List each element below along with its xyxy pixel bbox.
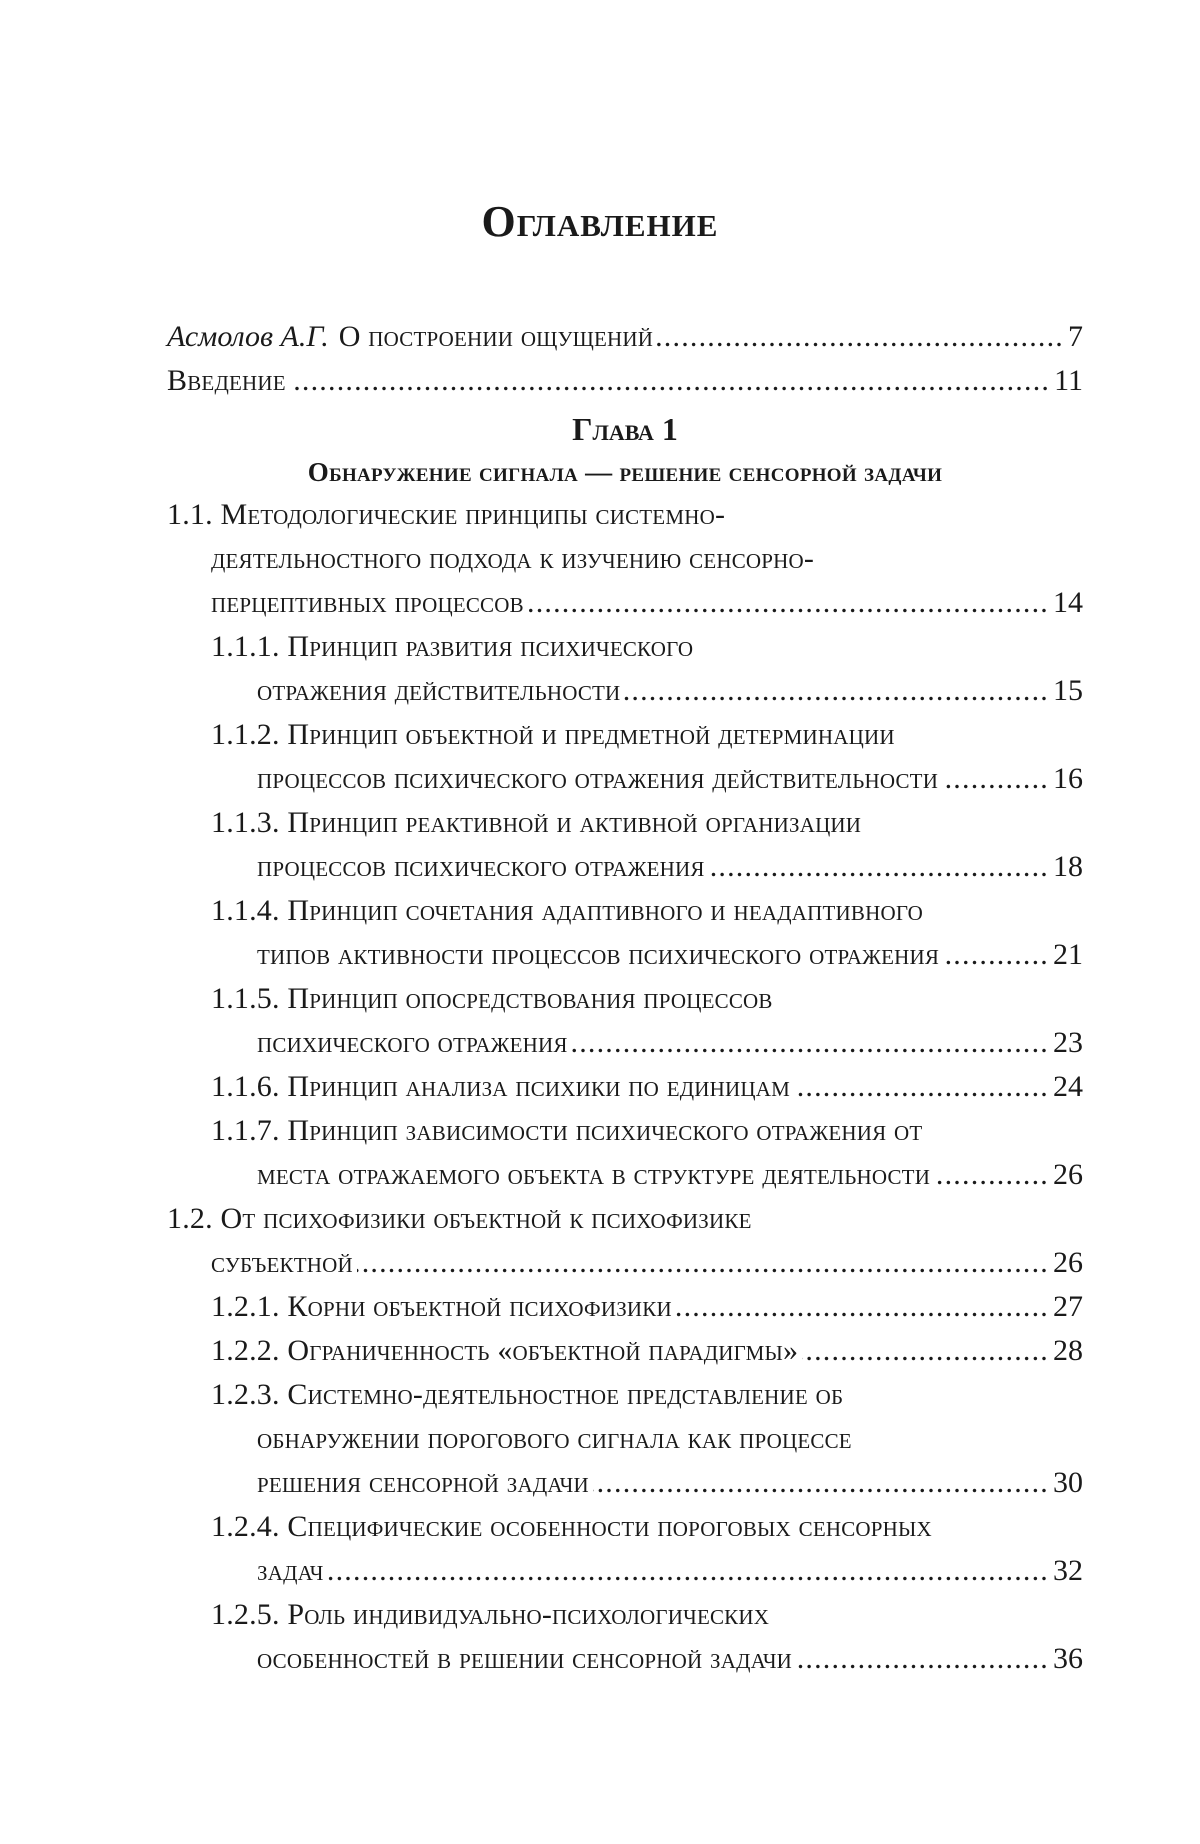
entry-page-number: 7 — [1068, 320, 1083, 353]
toc-entry[interactable] — [167, 1065, 1083, 1109]
toc-entry[interactable] — [167, 1329, 1083, 1373]
dot-leader — [676, 1285, 1049, 1329]
entry-line: 1.2.5. Роль индивидуально-психологических — [211, 1598, 770, 1631]
entry-line: 1.1.5. Принцип опосредствования процессов — [211, 982, 773, 1015]
dot-leader — [357, 1241, 1049, 1285]
entry-line: 1.1.6. Принцип анализа психики по единицам — [211, 1070, 790, 1103]
toc-entry[interactable] — [167, 977, 1083, 1065]
entry-line: 1.2.4. Специфические особенности пороговых сенсорных — [211, 1510, 932, 1543]
entry-page-number: 26 — [1053, 1246, 1083, 1279]
dot-leader — [934, 1153, 1049, 1197]
entry-page-number: 27 — [1053, 1290, 1083, 1323]
entry-line: 1.1.1. Принцип развития психического — [211, 630, 694, 663]
dot-leader — [657, 315, 1064, 359]
entry-title: О построении ощущений — [338, 320, 654, 353]
entry-line: 1.1.2. Принцип объектной и предметной детерминации — [211, 718, 895, 751]
entry-line: особенностей в решении сенсорной задачи — [257, 1642, 793, 1675]
toc-entry[interactable] — [167, 625, 1083, 713]
dot-leader — [942, 757, 1049, 801]
entry-line: психического отражения — [257, 1026, 568, 1059]
entry-page-number: 28 — [1053, 1334, 1083, 1367]
dot-leader — [624, 669, 1049, 713]
toc-entry[interactable] — [167, 713, 1083, 801]
dot-leader — [328, 1549, 1049, 1593]
entry-line: процессов психического отражения — [257, 850, 705, 883]
entry-page-number: 23 — [1053, 1026, 1083, 1059]
toc-entry[interactable] — [167, 801, 1083, 889]
entry-page-number: 36 — [1053, 1642, 1083, 1675]
dot-leader — [802, 1329, 1049, 1373]
entry-page-number: 15 — [1053, 674, 1083, 707]
dot-leader — [796, 1637, 1049, 1681]
entry-page-number: 14 — [1053, 586, 1083, 619]
entry-line: решения сенсорной задачи — [257, 1466, 589, 1499]
toc-list — [167, 315, 1083, 1681]
toc-entry[interactable] — [167, 1197, 1083, 1285]
toc-entry[interactable] — [167, 1109, 1083, 1197]
dot-leader — [572, 1021, 1049, 1065]
entry-line: процессов психического отражения действительности — [257, 762, 939, 795]
chapter-title: Обнаружение сигнала — решение сенсорной задачи — [307, 457, 943, 487]
toc-entry[interactable] — [167, 493, 1083, 625]
chapter-label: Глава 1 — [572, 411, 678, 447]
toc-entry[interactable] — [167, 1285, 1083, 1329]
entry-line: 1.1.7. Принцип зависимости психического отражения от — [211, 1114, 923, 1147]
entry-page-number: 30 — [1053, 1466, 1083, 1499]
toc-entry[interactable] — [167, 1505, 1083, 1593]
dot-leader — [528, 581, 1049, 625]
entry-page-number: 26 — [1053, 1158, 1083, 1191]
entry-author: Асмолов А.Г. — [167, 320, 329, 353]
entry-line: обнаружении порогового сигнала как процессе — [257, 1422, 852, 1455]
entry-line: типов активности процессов психического отражения — [257, 938, 940, 971]
entry-line: 1.1. Методологические принципы системно- — [167, 498, 726, 531]
entry-page-number: 21 — [1053, 938, 1083, 971]
entry-line: 1.1.3. Принцип реактивной и активной организации — [211, 806, 862, 839]
entry-line: деятельностного подхода к изучению сенсорно- — [211, 542, 815, 575]
entry-line: места отражаемого объекта в структуре деятельности — [257, 1158, 931, 1191]
entry-line: перцептивных процессов — [211, 586, 524, 619]
entry-line: 1.2. От психофизики объектной к психофизике — [167, 1202, 752, 1235]
dot-leader — [593, 1461, 1049, 1505]
dot-leader — [709, 845, 1049, 889]
dot-leader — [290, 359, 1050, 403]
toc-entry[interactable] — [167, 889, 1083, 977]
toc-entry-introduction[interactable] — [167, 359, 1083, 403]
dot-leader — [794, 1065, 1049, 1109]
entry-line: субъектной — [211, 1246, 353, 1279]
entry-page-number: 32 — [1053, 1554, 1083, 1587]
entry-title: Введение — [167, 364, 286, 397]
entry-line: 1.2.3. Системно-деятельностное представление об — [211, 1378, 844, 1411]
entry-line: 1.1.4. Принцип сочетания адаптивного и неадаптивного — [211, 894, 924, 927]
entry-line: 1.2.1. Корни объектной психофизики — [211, 1290, 672, 1323]
entry-line: 1.2.2. Ограниченность «объектной парадигмы» — [211, 1334, 799, 1367]
toc-entry[interactable] — [167, 1373, 1083, 1505]
toc-entry-foreword[interactable] — [167, 315, 1083, 359]
entry-page-number: 18 — [1053, 850, 1083, 883]
dot-leader — [943, 933, 1049, 977]
entry-line: задач — [257, 1554, 324, 1587]
entry-page-number: 11 — [1054, 364, 1083, 397]
entry-page-number: 16 — [1053, 762, 1083, 795]
page-title: Оглавление — [481, 197, 719, 246]
entry-line: отражения действительности — [257, 674, 621, 707]
entry-page-number: 24 — [1053, 1070, 1083, 1103]
toc-entry[interactable] — [167, 1593, 1083, 1681]
